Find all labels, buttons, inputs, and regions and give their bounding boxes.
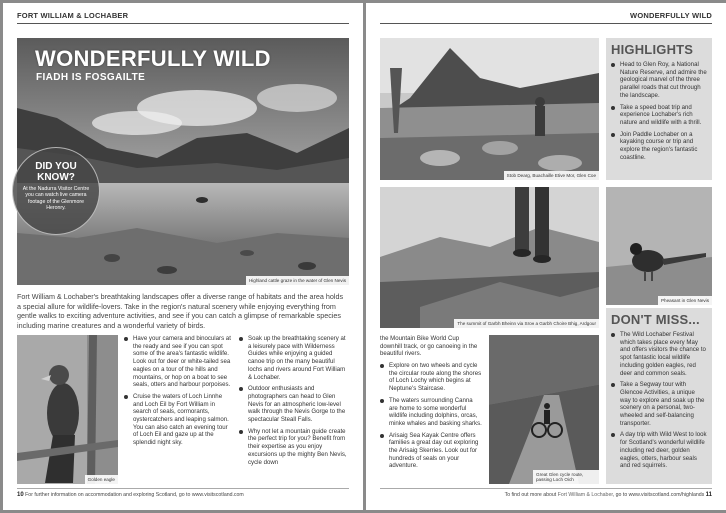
dont-miss-list bbox=[611, 331, 707, 470]
column-3-lead: the Mountain Bike World Cup downhill track, or go canoeing in the beautiful rivers. bbox=[380, 335, 478, 358]
footer-text: For further information on accommodation and exploring Scotland, go to bbox=[25, 492, 191, 498]
list-item: Explore on two wheels and cycle the circular route along the shores of Loch Lochy which begins at Neptune's Staircase. bbox=[380, 362, 482, 393]
section-header: FORT WILLIAM & LOCHABER bbox=[17, 11, 129, 20]
garbh-bheinn-caption: The summit of Garbh Bheinn via Srон a Garbh Choire Bhig, Ardgour bbox=[454, 319, 599, 328]
list-item: Head to Glen Roy, a National Nature Reserve, and admire the geological marvel of the three parallel roads that cut through the landscape. bbox=[611, 61, 707, 100]
did-you-know-title-2: KNOW? bbox=[37, 172, 75, 183]
footer-link[interactable]: www.visitscotland.com/highlands bbox=[628, 492, 705, 498]
golden-eagle-caption: Golden eagle bbox=[85, 475, 118, 484]
list-item: Why not let a mountain guide create the perfect trip for you? Benefit from their expertise as you enjoy excursions up the mighty Ben Nevis, cycle down bbox=[239, 428, 349, 467]
column-1 bbox=[124, 335, 231, 451]
cycle-route-photo bbox=[489, 335, 599, 484]
list-item: Take a speed boat trip and experience Lochaber's rich nature and wildlife with a thrill. bbox=[611, 104, 707, 127]
list-item: Soak up the breathtaking scenery at a leisurely pace with Wilderness Guides while enjoying a guided canoe trip on the many beautiful lochs and rivers around Fort William & Lochaber. bbox=[239, 335, 349, 381]
right-page bbox=[366, 3, 726, 510]
footer-link[interactable]: www.visitscotland.com bbox=[191, 492, 244, 498]
page-number: 10 bbox=[17, 492, 24, 498]
list-item: A day trip with Wild West to look for Scotland's wonderful wildlife including red deer, golden eagles, otters, harbour seals and red squirrels. bbox=[611, 431, 707, 470]
footer bbox=[17, 492, 244, 498]
list-item: Arisaig Sea Kayak Centre offers families a great day out exploring the Arisaig Skerries. Look out for hundreds of seals on your adventure. bbox=[380, 432, 482, 471]
did-you-know-badge bbox=[12, 147, 100, 235]
page-number: 11 bbox=[705, 492, 712, 498]
glencoe-photo bbox=[380, 38, 599, 180]
list-item: Outdoor enthusiasts and photographers can head to Glen Nevis for an atmospheric low-level walk through the Nevis Gorge to the spectacular Steall Falls. bbox=[239, 385, 349, 424]
footer-text-2: , go to bbox=[612, 492, 628, 498]
list-item: Join Paddle Lochaber on a kayaking course or trip and explore the region's fantastic coastline. bbox=[611, 131, 707, 162]
page-subtitle: FIADH IS FOSGAILTE bbox=[36, 72, 146, 83]
garbh-bheinn-photo bbox=[380, 187, 599, 328]
pheasant-photo bbox=[606, 187, 712, 305]
list-item: The waters surrounding Canna are home to some wonderful wildlife including dolphins, orcas, minke whales and basking sharks. bbox=[380, 397, 482, 428]
footer-rule bbox=[17, 488, 349, 489]
section-header: WONDERFULLY WILD bbox=[630, 11, 712, 20]
dont-miss-title: DON'T MISS... bbox=[611, 312, 700, 327]
footer-rule bbox=[380, 488, 712, 489]
page-title: WONDERFULLY WILD bbox=[35, 46, 271, 71]
did-you-know-title-1: DID YOU bbox=[35, 161, 77, 172]
column-2 bbox=[239, 335, 349, 470]
cycle-route-caption: Great Glen cycle route, passing Loch Oich bbox=[533, 470, 599, 484]
footer-highlight: Fort William & Lochaber bbox=[557, 492, 613, 498]
header-rule bbox=[17, 23, 349, 24]
list-item: Cruise the waters of Loch Linnhe and Loch Eil by Fort William in search of seals, cormorants, oystercatchers and leaping salmon. You can also catch an evening tour of Loch Eil and gaze up at the splendid night sky. bbox=[124, 393, 231, 447]
intro-paragraph: Fort William & Lochaber's breathtaking landscapes offer a diverse range of habitats and the area holds a special allure for wildlife-lovers. Take in the region's natural scenery while enjoying everything from gentle walks to exciting adventure activities, and see if you can catch a glimpse of remarkable species including marine creatures and a wonderful variety of birds. bbox=[17, 292, 344, 330]
list-item: The Wild Lochaber Festival which takes place every May and offers visitors the chance to spot fantastic local wildlife including golden eagles, red deer and common seals. bbox=[611, 331, 707, 377]
highlights-panel bbox=[606, 38, 712, 180]
golden-eagle-photo bbox=[17, 335, 118, 484]
highlights-title: HIGHLIGHTS bbox=[611, 42, 694, 57]
header-rule bbox=[380, 23, 712, 24]
did-you-know-body: At the Nadurra Visitor Centre you can watch live camera footage of the Glenmore Heronry. bbox=[22, 186, 90, 212]
highlights-list bbox=[611, 61, 707, 161]
footer bbox=[505, 492, 712, 498]
hero-caption: Highland cattle graze in the water of Glen Nevis bbox=[246, 276, 349, 285]
left-page bbox=[3, 3, 363, 510]
list-item: Take a Segway tour with Glencoe Activities, a unique way to explore and soak up the scenery on a personal, two-wheeled and self-balancing transporter. bbox=[611, 381, 707, 427]
list-item: Have your camera and binoculars at the ready and see if you can spot some of the area's fantastic wildlife. Look out for deer or white-tailed sea eagles on a tour of the hills and mountains, or hop on a boat to see seals, otters and harbour porpoises. bbox=[124, 335, 231, 389]
pheasant-caption: Pheasant in Glen Nevis bbox=[658, 296, 712, 305]
footer-text: To find out more about bbox=[504, 492, 557, 498]
glencoe-caption: Stob Dearg, Buachaille Etive Mor, Glen Coe bbox=[504, 171, 599, 180]
column-3 bbox=[380, 362, 482, 474]
dont-miss-panel bbox=[606, 308, 712, 484]
